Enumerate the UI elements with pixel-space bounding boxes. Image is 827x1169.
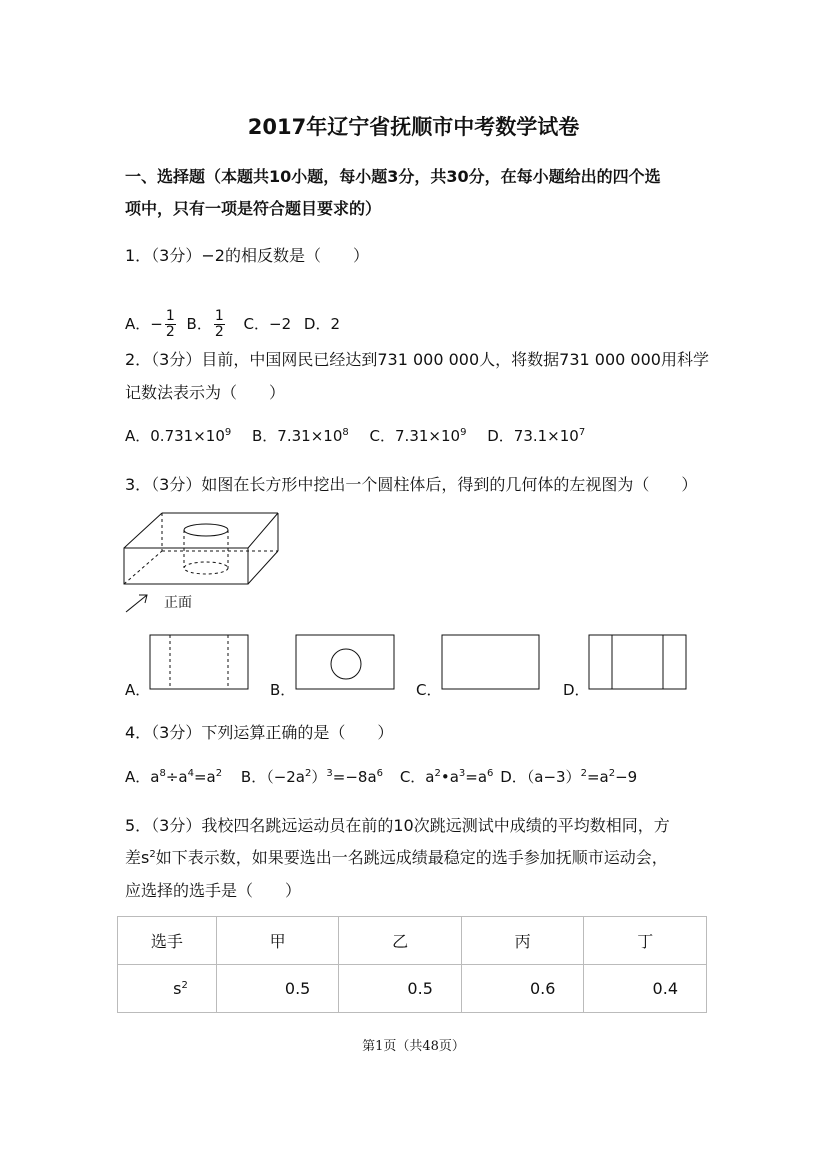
q2-option-c-exp: 9 — [460, 427, 467, 438]
q5-line2-start: 差s — [125, 848, 150, 867]
q1-option-d: D．2 — [303, 315, 341, 333]
q4-option-b — [241, 768, 383, 786]
q1-option-a-label: A． — [125, 315, 151, 333]
q2-option-a — [125, 427, 231, 445]
q4-option-a — [125, 768, 222, 786]
question-4-stem: 4．（3分）下列运算正确的是（ ） — [125, 723, 394, 742]
table-header-cell: 乙 — [339, 917, 462, 965]
row-label-sup: 2 — [181, 980, 188, 991]
table-header-cell: 选手 — [118, 917, 217, 965]
table-header-row — [118, 917, 707, 965]
page-footer: 第1页（共48页） — [362, 1039, 465, 1054]
q4-a-sup: 2 — [215, 768, 223, 779]
section-heading-line2: 项中，只有一项是符合题目要求的） — [125, 199, 382, 218]
question-4-options — [125, 766, 637, 787]
q4-b-part: B．（−2a — [240, 768, 306, 786]
table-cell: 0.5 — [339, 965, 462, 1013]
q1-option-a-denominator: 2 — [165, 324, 175, 340]
q4-d-part: −9 — [615, 768, 638, 786]
q4-b-sup: 2 — [305, 768, 312, 779]
q2-option-b-exp: 8 — [342, 427, 349, 438]
q2-option-c — [370, 427, 467, 445]
page-title: 2017年辽宁省抚顺市中考数学试卷 — [247, 115, 580, 139]
q4-c-part: C．a — [399, 768, 435, 786]
question-1-options — [125, 309, 340, 340]
q4-b-part: ） — [311, 768, 327, 786]
q4-a-sup: 4 — [187, 768, 194, 779]
q4-c-sup: 3 — [458, 768, 466, 779]
q1-option-a-numerator: 1 — [165, 308, 175, 324]
q2-option-b-base: B．7.31×10 — [252, 427, 343, 445]
q3-option-a: A． — [125, 681, 151, 699]
q1-option-b-label: B． — [186, 315, 212, 333]
q2-option-a-exp: 9 — [224, 427, 232, 438]
q4-option-c — [400, 768, 494, 786]
table-header-cell: 丙 — [461, 917, 584, 965]
table-row-label — [118, 965, 217, 1013]
table-row — [118, 965, 707, 1013]
question-3-stem: 3．（3分）如图在长方形中挖出一个圆柱体后，得到的几何体的左视图为（ ） — [125, 475, 698, 494]
q4-d-sup: 2 — [580, 768, 587, 779]
q4-b-sup: 3 — [326, 768, 333, 779]
q1-option-c: C．−2 — [243, 315, 292, 333]
table-header-cell: 丁 — [584, 917, 707, 965]
q3-solid-figure — [118, 508, 288, 613]
question-5-line2 — [125, 845, 668, 868]
q4-a-part: A．a — [125, 768, 160, 786]
q1-option-a-fraction — [165, 309, 176, 340]
q4-c-sup: 6 — [487, 768, 494, 779]
q1-option-b-fraction — [214, 309, 225, 340]
section-heading-line1: 一、选择题（本题共10小题，每小题3分，共30分，在每小题给出的四个选 — [125, 167, 661, 186]
q3-option-d-figure — [588, 634, 688, 691]
q4-a-part: =a — [193, 768, 216, 786]
q4-a-sup: 8 — [159, 768, 166, 779]
table-header-cell: 甲 — [216, 917, 339, 965]
q3-option-c-figure — [441, 634, 541, 691]
row-label-base: s — [173, 979, 182, 998]
question-5-line1: 5．（3分）我校四名跳远运动员在前的10次跳远测试中成绩的平均数相同，方 — [125, 816, 670, 835]
q2-option-d — [487, 427, 585, 445]
q1-option-b-numerator: 1 — [214, 308, 224, 324]
q1-option-b-denominator: 2 — [214, 324, 224, 340]
question-2-line1: 2．（3分）目前，中国网民已经达到731 000 000人，将数据731 000 000用科学 — [125, 350, 709, 369]
q4-a-part: ÷a — [165, 768, 188, 786]
q4-b-part: =−8a — [332, 768, 377, 786]
question-5-line3: 应选择的选手是（ ） — [125, 881, 302, 900]
q2-option-a-base: A．0.731×10 — [125, 427, 225, 445]
q3-option-b-figure — [295, 634, 395, 691]
variance-table — [117, 916, 707, 1013]
q4-c-sup: 2 — [434, 768, 441, 779]
q4-option-d — [500, 768, 637, 786]
q3-front-label: 正面 — [164, 595, 192, 611]
q4-d-part: D．（a−3） — [500, 768, 581, 786]
q3-option-b: B． — [270, 681, 296, 699]
table-cell: 0.5 — [216, 965, 339, 1013]
q4-d-part: =a — [586, 768, 609, 786]
q2-option-d-base: D．73.1×10 — [487, 427, 579, 445]
q4-b-sup: 6 — [376, 768, 384, 779]
q5-line2-rest: 如下表示数，如果要选出一名跳远成绩最稳定的选手参加抚顺市运动会， — [155, 848, 668, 867]
q4-c-part: •a — [440, 768, 459, 786]
q4-c-part: =a — [465, 768, 488, 786]
q4-d-sup: 2 — [608, 768, 616, 779]
q3-option-a-figure — [149, 634, 249, 691]
table-cell: 0.6 — [461, 965, 584, 1013]
q1-option-a-sign: − — [150, 315, 163, 333]
question-2-line2: 记数法表示为（ ） — [125, 383, 286, 402]
q2-option-c-base: C．7.31×10 — [369, 427, 461, 445]
q2-option-d-exp: 7 — [578, 427, 586, 438]
q3-option-d: D． — [563, 681, 590, 699]
q5-line2-sup: 2 — [149, 849, 156, 860]
question-2-options — [125, 425, 585, 446]
q3-option-c: C． — [416, 681, 442, 699]
table-cell: 0.4 — [584, 965, 707, 1013]
question-1-stem: 1．（3分）−2的相反数是（ ） — [125, 246, 369, 265]
q2-option-b — [252, 427, 349, 445]
